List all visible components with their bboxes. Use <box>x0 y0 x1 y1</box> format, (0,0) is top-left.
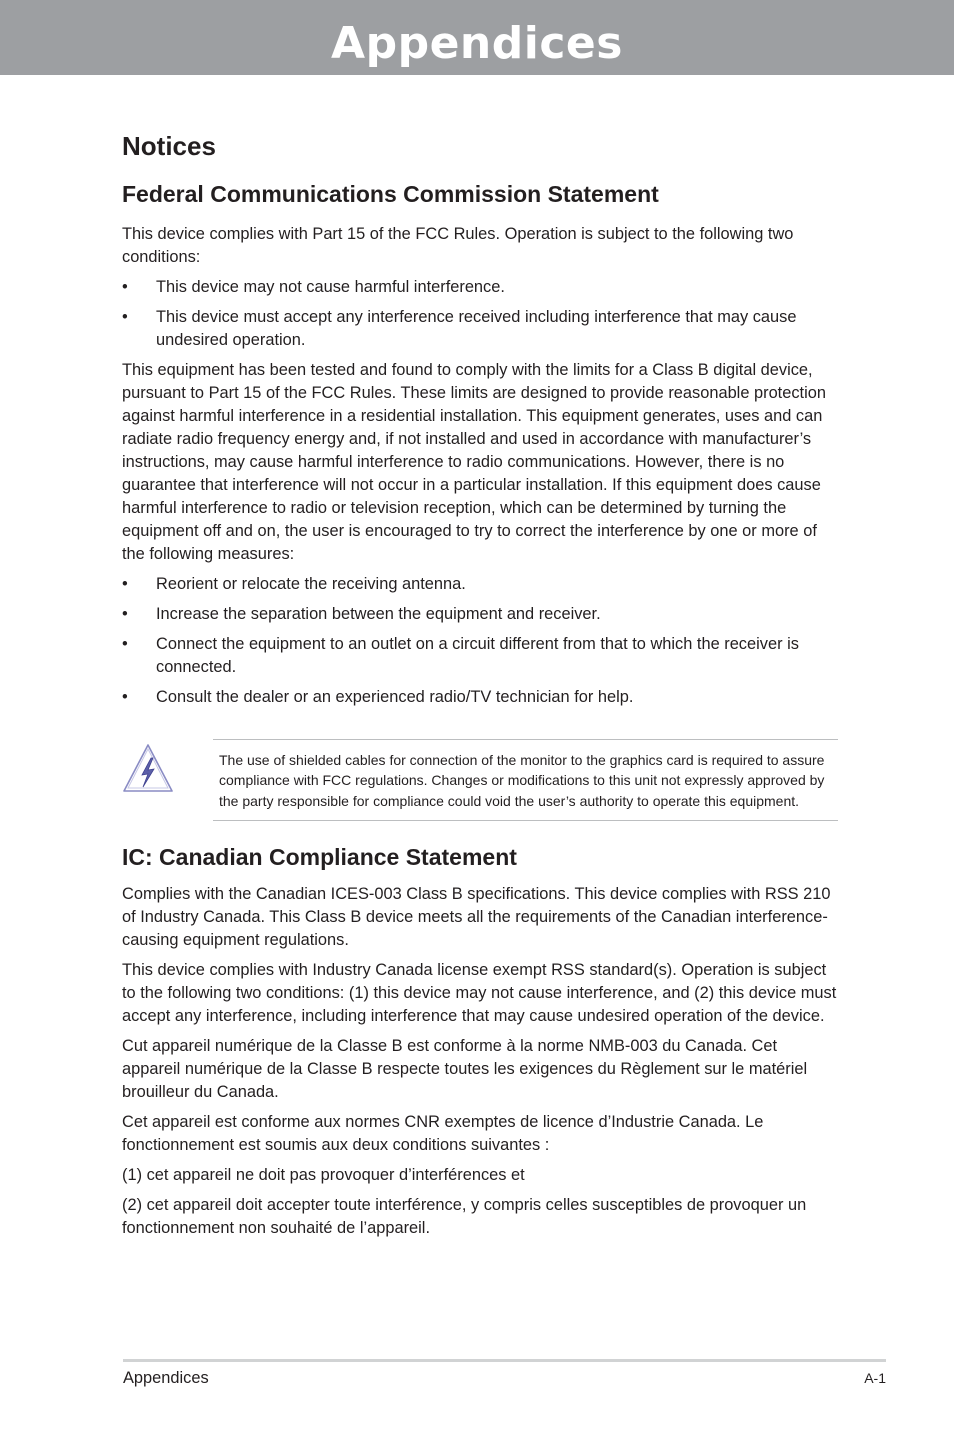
bullet-glyph: • <box>122 575 128 593</box>
warning-note <box>118 739 838 821</box>
page-footer <box>123 1359 886 1387</box>
list-item: • Reorient or relocate the receiving antenna. <box>122 573 838 596</box>
list-item: • Increase the separation between the equipment and receiver. <box>122 603 838 626</box>
list-item: • Consult the dealer or an experienced radio/TV technician for help. <box>122 686 838 709</box>
ic-paragraph: This device complies with Industry Canada license exempt RSS standard(s). Operation is subject to the following two conditions: (1) this device may not cause interference, and (2) this device must accept any interference, including interference that may cause undesired operation of the device. <box>122 960 837 1025</box>
ic-paragraph: Cet appareil est conforme aux normes CNR exemptes de licence d’Industrie Canada. Le fonctionnement est soumis aux deux conditions suivantes : <box>122 1112 764 1154</box>
fcc-paragraph: This equipment has been tested and found to comply with the limits for a Class B digital device, pursuant to Part 15 of the FCC Rules. These limits are designed to provide reasonable protection against harmful interference in a residential installation. This equipment generates, uses and can radiate radio frequency energy and, if not installed and used in accordance with manufacturer’s instructions, may cause harmful interference to radio communications. However, there is no guarantee that interference will not occur in a particular installation. If this equipment does cause harmful interference to radio or television reception, which can be determined by turning the equipment off and on, the user is encouraged to try to correct the interference by one or more of the following measures: <box>122 361 826 563</box>
list-item: • This device may not cause harmful interference. <box>122 276 838 299</box>
warning-lightning-icon <box>121 742 175 794</box>
fcc-measures-list <box>122 573 838 709</box>
ic-paragraph: (2) cet appareil doit accepter toute interférence, y compris celles susceptibles de provoquer un fonctionnement non souhaité de l’appareil. <box>122 1195 807 1237</box>
bullet-glyph: • <box>122 688 128 706</box>
note-text: The use of shielded cables for connection of the monitor to the graphics card is required to assure compliance with FCC regulations. Changes or modifications to this unit not expressly approved by the party responsible for compliance could void the user’s authority to operate this equipment. <box>213 739 838 821</box>
ic-paragraph: (1) cet appareil ne doit pas provoquer d’interférences et <box>122 1165 525 1184</box>
fcc-conditions-list <box>122 276 838 352</box>
ic-paragraph: Cut appareil numérique de la Classe B est conforme à la norme NMB-003 du Canada. Cet appareil numérique de la Classe B respecte toutes les exigences du Règlement sur le matériel brouilleur du Canada. <box>122 1036 808 1101</box>
page-content <box>122 127 838 1240</box>
ic-heading: IC: Canadian Compliance Statement <box>122 843 517 870</box>
bullet-glyph: • <box>122 635 128 653</box>
footer-section-name: Appendices <box>123 1369 209 1387</box>
ic-paragraph: Complies with the Canadian ICES-003 Class B specifications. This device complies with RSS 210 of Industry Canada. This Class B device meets all the requirements of the Canadian interference-causing equipment regulations. <box>122 884 831 949</box>
notices-heading: Notices <box>122 131 216 161</box>
fcc-heading: Federal Communications Commission Statement <box>122 181 659 207</box>
fcc-intro: This device complies with Part 15 of the FCC Rules. Operation is subject to the following two conditions: <box>122 225 794 266</box>
list-item: • This device must accept any interference received including interference that may cause undesired operation. <box>122 308 797 349</box>
bullet-glyph: • <box>122 605 128 623</box>
page-number: A-1 <box>864 1370 886 1386</box>
bullet-glyph: • <box>122 308 128 326</box>
list-item: • Connect the equipment to an outlet on a circuit different from that to which the receiver is connected. <box>122 635 799 676</box>
chapter-title: Appendices <box>331 18 623 69</box>
bullet-glyph: • <box>122 278 128 296</box>
chapter-banner <box>0 0 954 75</box>
